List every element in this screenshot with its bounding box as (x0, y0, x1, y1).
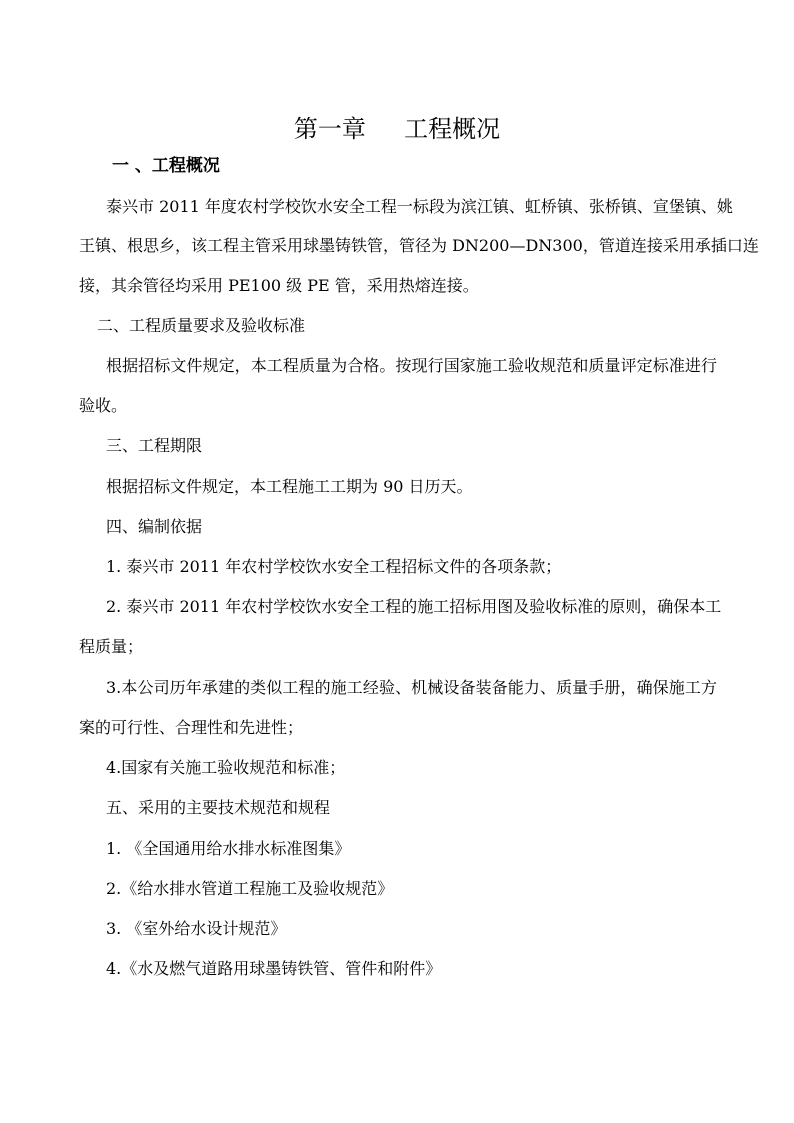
basis-item-2-line-1: 2. 泰兴市 2011 年农村学校饮水安全工程的施工招标用图及验收标准的原则，确保本工 (106, 597, 722, 616)
section-heading-quality: 二、工程质量要求及验收标准 (97, 316, 306, 335)
section-heading-duration: 三、工程期限 (106, 436, 203, 455)
section-heading-overview: 一 、工程概况 (112, 156, 220, 176)
section1-para-line-2: 王镇、根思乡，该工程主管采用球墨铸铁管，管径为 DN200—DN300，管道连接采用承插口连 (79, 236, 759, 255)
chapter-title: 第一章 工程概况 (293, 115, 501, 143)
basis-item-3-line-2: 案的可行性、合理性和先进性； (79, 718, 304, 737)
basis-item-1: 1. 泰兴市 2011 年农村学校饮水安全工程招标文件的各项条款； (106, 557, 562, 576)
standards-item-4: 4.《水及燃气道路用球墨铸铁管、管件和附件》 (106, 959, 442, 978)
section3-para: 根据招标文件规定，本工程施工工期为 90 日历天。 (106, 477, 473, 496)
section1-para-line-3: 接，其余管径均采用 PE100 级 PE 管，采用热熔连接。 (79, 276, 479, 295)
standards-item-1: 1. 《全国通用给水排水标准图集》 (106, 839, 351, 858)
section-heading-basis: 四、编制依据 (106, 517, 203, 536)
section2-para-line-1: 根据招标文件规定，本工程质量为合格。按现行国家施工验收规范和质量评定标准进行 (106, 356, 717, 375)
standards-item-2: 2.《给水排水管道工程施工及验收规范》 (106, 879, 394, 898)
standards-item-3: 3. 《室外给水设计规范》 (106, 919, 287, 938)
section1-para-line-1: 泰兴市 2011 年度农村学校饮水安全工程一标段为滨江镇、虹桥镇、张桥镇、宣堡镇、姚 (106, 197, 733, 216)
basis-item-3-line-1: 3.本公司历年承建的类似工程的施工经验、机械设备装备能力、质量手册，确保施工方 (106, 678, 717, 697)
basis-item-4: 4.国家有关施工验收规范和标准； (106, 758, 346, 777)
section-heading-standards: 五、采用的主要技术规范和规程 (106, 798, 331, 817)
basis-item-2-line-2: 程质量； (79, 637, 144, 656)
section2-para-line-2: 验收。 (79, 396, 128, 415)
